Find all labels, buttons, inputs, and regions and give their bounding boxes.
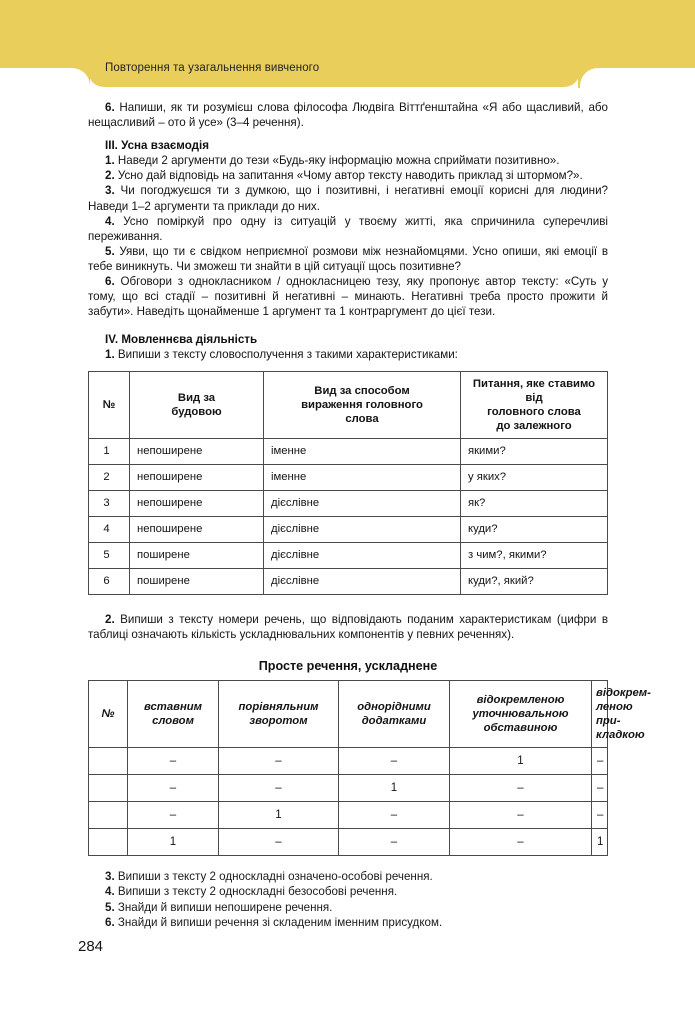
cell-structure: непоширене	[130, 516, 264, 542]
page-content	[88, 100, 651, 930]
cell-comparative: –	[219, 747, 339, 774]
cell-parenthetical: –	[128, 801, 219, 828]
page-number: 284	[78, 938, 104, 955]
running-head-title: Повторення та узагальнення вивченого	[105, 62, 320, 74]
cell-num: 3	[89, 490, 130, 516]
section-heading-iv: IV. Мовленнєва діяльність	[105, 333, 258, 347]
simple-sentence-complication-table	[88, 680, 651, 856]
cell-adverbial: –	[450, 828, 592, 855]
cell-num	[89, 828, 128, 855]
table2-body	[89, 747, 608, 855]
cell-homogeneous: –	[339, 747, 450, 774]
cell-comparative: –	[219, 774, 339, 801]
section3-item-5: 5. Уяви, що ти є свідком неприємної розмови між незнайомцями. Усно опиши, які емоції в тебе виникнуть. Чи зможеш ти знайти в цій ситуації щось позитивне?	[88, 244, 608, 273]
task-1-lead: 1. Випиши з тексту словосполучення з такими характеристиками:	[105, 348, 458, 362]
table2-head	[89, 680, 651, 747]
cell-adverbial: 1	[450, 747, 592, 774]
header-band-notch-right	[578, 68, 610, 88]
table1-head	[89, 371, 608, 438]
header-band-notch-left	[60, 68, 90, 88]
cell-homogeneous: –	[339, 801, 450, 828]
cell-question: якими?	[461, 438, 608, 464]
cell-expression: дієслівне	[264, 542, 461, 568]
cell-question: як?	[461, 490, 608, 516]
section3-item-1: 1. Наведи 2 аргументи до тези «Будь-яку інформацію можна сприймати позитивно».	[105, 154, 560, 168]
cell-parenthetical: –	[128, 747, 219, 774]
cell-comparative: 1	[219, 801, 339, 828]
cell-expression: іменне	[264, 438, 461, 464]
section3-item-4: 4. Усно поміркуй про одну із ситуацій у твоєму житті, яка спричинила суперечливі переживання.	[88, 214, 608, 243]
cell-num: 4	[89, 516, 130, 542]
table-row	[89, 542, 608, 568]
tail-item-3: 3. Випиши з тексту 2 односкладні означено-особові речення.	[105, 869, 433, 883]
table-row	[89, 568, 608, 594]
closing-task-list	[88, 869, 608, 931]
table1-body	[89, 438, 608, 594]
cell-structure: поширене	[130, 542, 264, 568]
section-heading-iii: III. Усна взаємодія	[105, 139, 209, 153]
cell-apposition: 1	[592, 828, 608, 855]
cell-num	[89, 774, 128, 801]
cell-homogeneous: –	[339, 828, 450, 855]
task-6-intro: 6. Напиши, як ти розумієш слова філософа Людвіга Віттґенштайна «Я або щасливий, або нещасливий – ото й усе» (3–4 речення).	[88, 101, 608, 130]
cell-num	[89, 801, 128, 828]
cell-comparative: –	[219, 828, 339, 855]
cell-question: куди?, який?	[461, 568, 608, 594]
tail-item-6: 6. Знайди й випиши речення зі складеним іменним присудком.	[105, 915, 443, 929]
cell-num	[89, 747, 128, 774]
cell-structure: поширене	[130, 568, 264, 594]
table1-col-expression: Вид за способом вираження головного слова	[264, 371, 461, 438]
cell-apposition: –	[592, 801, 608, 828]
cell-num: 1	[89, 438, 130, 464]
cell-expression: дієслівне	[264, 516, 461, 542]
table-row	[89, 490, 608, 516]
cell-structure: непоширене	[130, 464, 264, 490]
table-row	[89, 828, 608, 855]
cell-adverbial: –	[450, 801, 592, 828]
table-row	[89, 464, 608, 490]
cell-apposition: –	[592, 774, 608, 801]
table2-col-homogeneous: однорідними додатками	[339, 680, 450, 747]
page-header-band	[0, 0, 695, 87]
table-row	[89, 438, 608, 464]
table-row	[89, 516, 608, 542]
table2-col-comparative: порівняльним зворотом	[219, 680, 339, 747]
table-row	[89, 801, 608, 828]
cell-structure: непоширене	[130, 490, 264, 516]
cell-expression: дієслівне	[264, 568, 461, 594]
cell-expression: дієслівне	[264, 490, 461, 516]
cell-num: 2	[89, 464, 130, 490]
cell-question: куди?	[461, 516, 608, 542]
cell-apposition: –	[592, 747, 608, 774]
section3-item-3: 3. Чи погоджуєшся ти з думкою, що і позитивні, і негативні емоції корисні для людини? Наведи 1–2 аргументи та приклади до них.	[88, 184, 608, 213]
cell-question: у яких?	[461, 464, 608, 490]
table1-col-question: Питання, яке ставимо від головного слова до залежного	[461, 371, 608, 438]
table2-header-row	[89, 680, 608, 747]
table-row	[89, 774, 608, 801]
cell-adverbial: –	[450, 774, 592, 801]
cell-question: з чим?, якими?	[461, 542, 608, 568]
cell-num: 5	[89, 542, 130, 568]
table2-caption: Просте речення, ускладнене	[258, 658, 438, 673]
section3-item-2: 2. Усно дай відповідь на запитання «Чому автор тексту наводить приклад зі штормом?».	[105, 169, 583, 183]
tail-item-4: 4. Випиши з тексту 2 односкладні безособові речення.	[105, 885, 398, 899]
tail-item-5: 5. Знайди й випиши непоширене речення.	[105, 900, 333, 914]
table2-col-parenthetical: вставним словом	[128, 680, 219, 747]
cell-homogeneous: 1	[339, 774, 450, 801]
table1-col-num: №	[89, 371, 130, 438]
table1-header-row	[89, 371, 608, 438]
cell-expression: іменне	[264, 464, 461, 490]
table-row	[89, 747, 608, 774]
section3-item-6: 6. Обговори з однокласником / однокласницею тезу, яку пропонує автор тексту: «Суть у тому, що всі стадії – позитивні й негативні – минають. Негативні треба просто прожити й забути». Наведіть щонайменше 1 аргумент та 1 контраргумент до цієї тези.	[88, 275, 608, 319]
cell-parenthetical: 1	[128, 828, 219, 855]
table2-col-adverbial: відокремленою уточнювальною обставиною	[450, 680, 592, 747]
task-2-lead: 2. Випиши з тексту номери речень, що відповідають поданим характеристикам (цифри в таблиці означають кількість ускладнювальних компонентів у певних реченнях).	[88, 612, 608, 641]
cell-parenthetical: –	[128, 774, 219, 801]
phrase-characteristics-table	[88, 371, 608, 595]
cell-num: 6	[89, 568, 130, 594]
table2-col-apposition: відокрем- леною при- кладкою	[592, 680, 608, 747]
table2-col-num: №	[89, 680, 128, 747]
table1-col-structure: Вид за будовою	[130, 371, 264, 438]
cell-structure: непоширене	[130, 438, 264, 464]
